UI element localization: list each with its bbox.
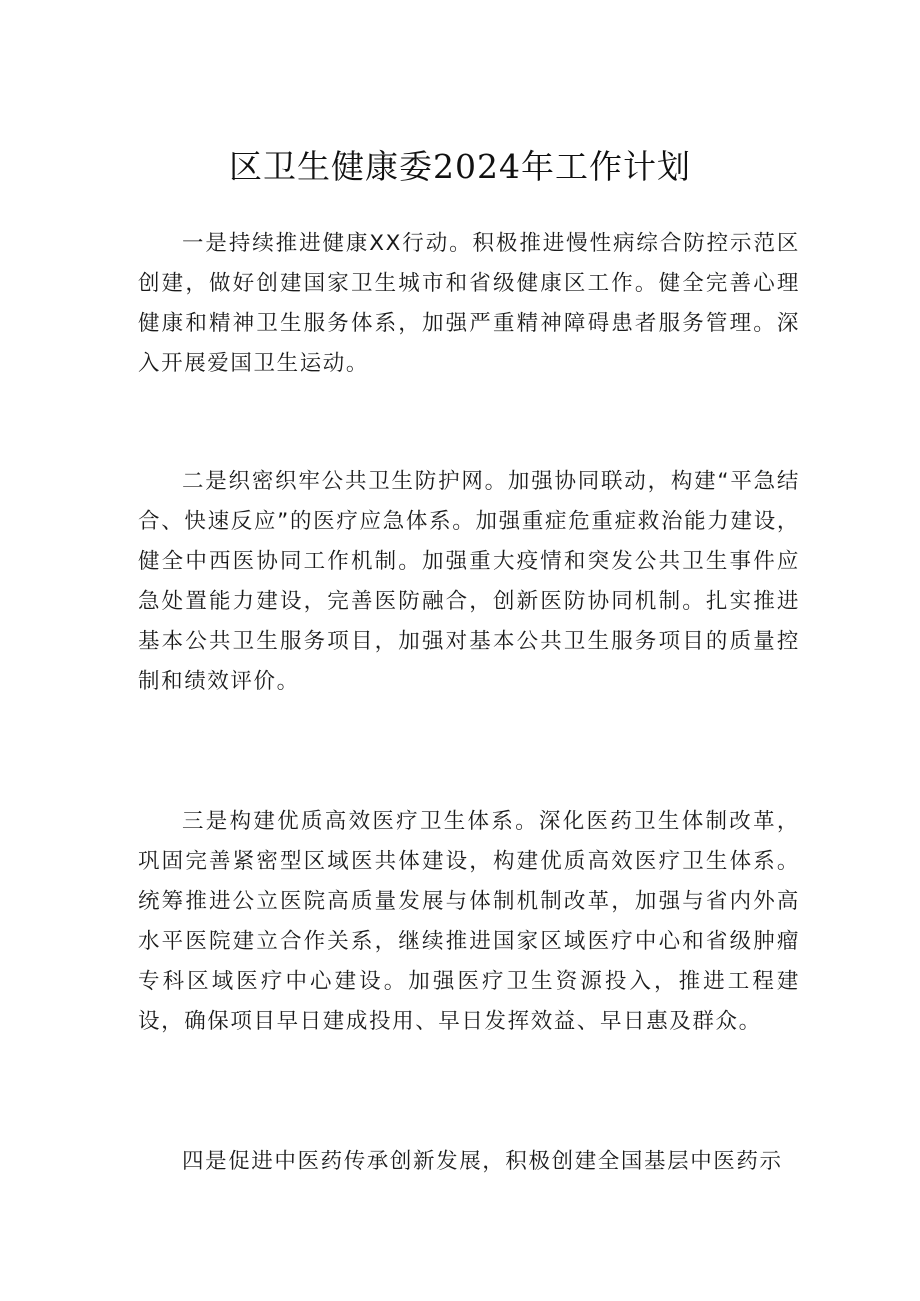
- paragraph-3: 三是构建优质高效医疗卫生体系。深化医药卫生体制改革，巩固完善紧密型区域医共体建设，构建优质高效医疗卫生体系。统筹推进公立医院高质量发展与体制机制改革，加强与省内外高水平医院建立合作关系，继续推进国家区域医疗中心和省级肿瘤专科区域医疗中心建设。加强医疗卫生资源投入，推进工程建设，确保项目早日建成投用、早日发挥效益、早日惠及群众。: [138, 809, 800, 1034]
- document-title: 区卫生健康委2024年工作计划: [229, 147, 691, 186]
- paragraph-2: 二是织密织牢公共卫生防护网。加强协同联动，构建“平急结合、快速反应”的医疗应急体系。加强重症危重症救治能力建设，健全中西医协同工作机制。加强重大疫情和突发公共卫生事件应急处置能力建设，完善医防融合，创新医防协同机制。扎实推进基本公共卫生服务项目，加强对基本公共卫生服务项目的质量控制和绩效评价。: [138, 469, 800, 694]
- paragraph-4: 四是促进中医药传承创新发展，积极创建全国基层中医药示: [182, 1149, 783, 1174]
- paragraph-1: 一是持续推进健康XX行动。积极推进慢性病综合防控示范区创建，做好创建国家卫生城市和省级健康区工作。健全完善心理健康和精神卫生服务体系，加强严重精神障碍患者服务管理。深入开展爱国卫生运动。: [138, 231, 800, 376]
